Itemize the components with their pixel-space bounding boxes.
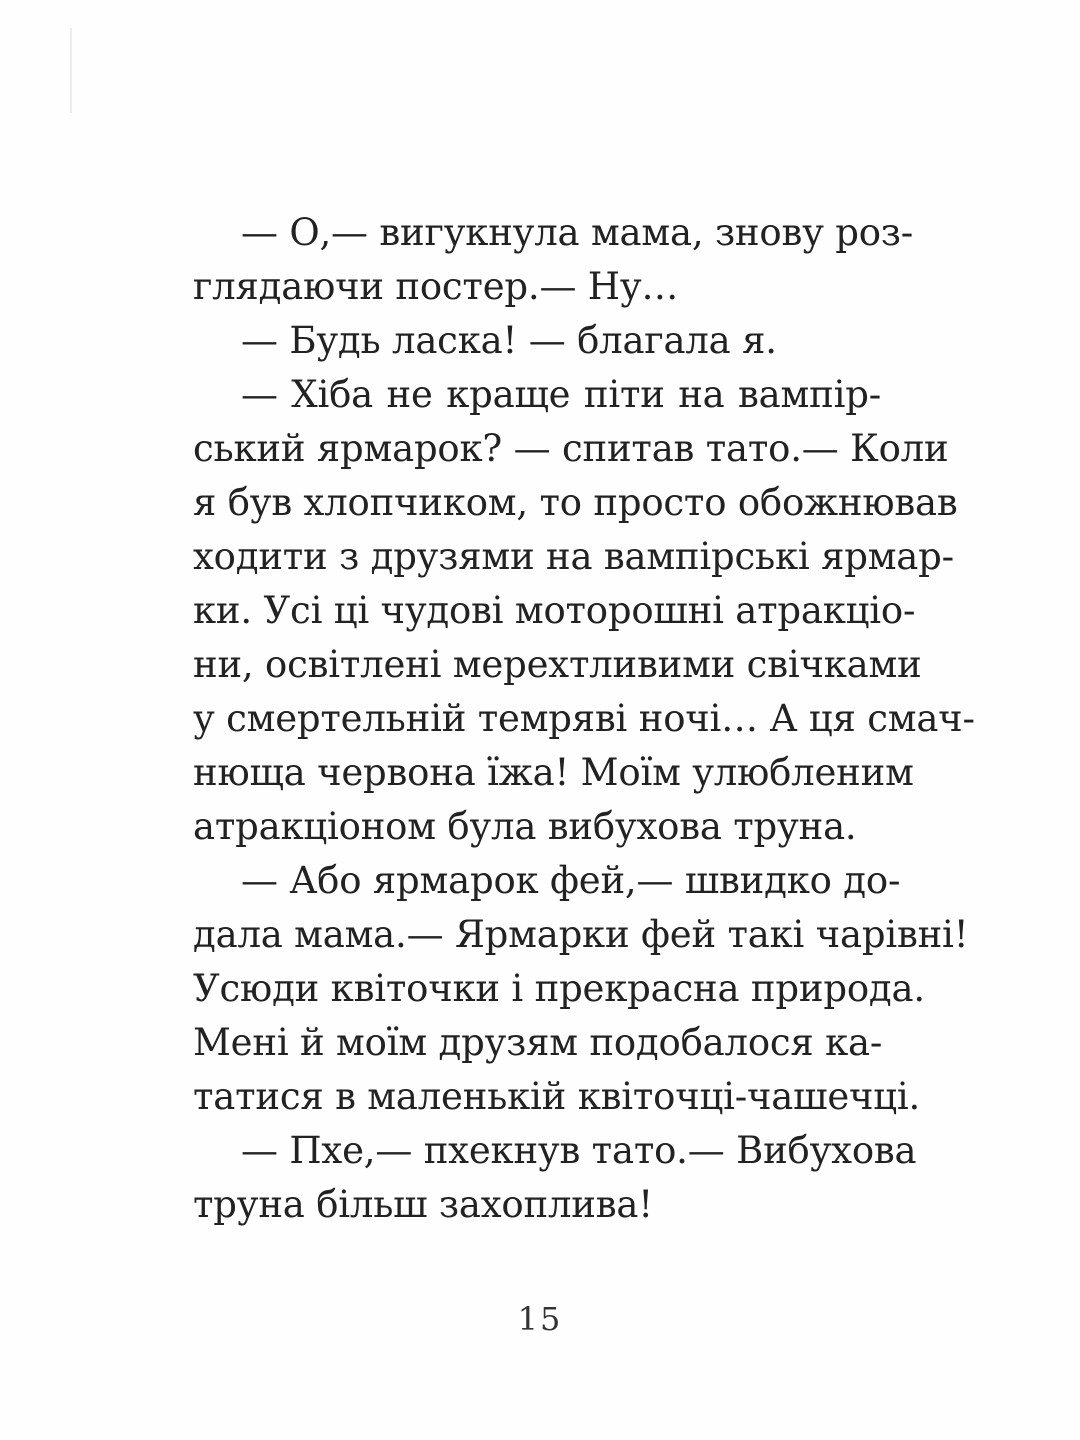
text-line-13: — Або ярмарок фей,— швидко до- (241, 859, 901, 902)
text-line-11: нюща червона їжа! Моїм улюбленим (193, 751, 914, 794)
text-line-19: труна більш захоплива! (193, 1183, 653, 1226)
gutter-shadow (70, 28, 72, 113)
text-line-1: — О,— вигукнула мама, знову роз- (241, 211, 914, 254)
body-text (193, 206, 975, 1232)
text-line-8: ки. Усі ці чудові моторошні атракціо- (193, 589, 916, 632)
text-line-14: дала мама.— Ярмарки фей такі чарівні! (193, 913, 969, 956)
text-line-12: атракціоном була вибухова труна. (193, 805, 857, 848)
text-line-10: у смертельній темряві ночі… А ця смач- (193, 697, 975, 740)
text-line-3: — Будь ласка! — благала я. (241, 319, 777, 362)
text-line-4: — Хіба не краще піти на вампір- (241, 373, 881, 416)
text-line-6: я був хлопчиком, то просто обожнював (193, 481, 958, 524)
text-line-17: татися в маленькій квіточці-чашечці. (193, 1075, 921, 1118)
text-line-5: ський ярмарок? — спитав тато.— Коли (193, 427, 949, 470)
text-line-18: — Пхе,— пхекнув тато.— Вибухова (241, 1129, 917, 1172)
text-line-16: Мені й моїм друзям подобалося ка- (193, 1021, 883, 1064)
text-line-9: ни, освітлені мерехтливими свічками (193, 643, 922, 686)
text-line-2: глядаючи постер.— Ну… (193, 265, 679, 308)
text-line-7: ходити з друзями на вампірські ярмар- (193, 535, 954, 578)
text-line-15: Усюди квіточки і прекрасна природа. (193, 967, 925, 1010)
page-number: 15 (517, 1300, 563, 1338)
